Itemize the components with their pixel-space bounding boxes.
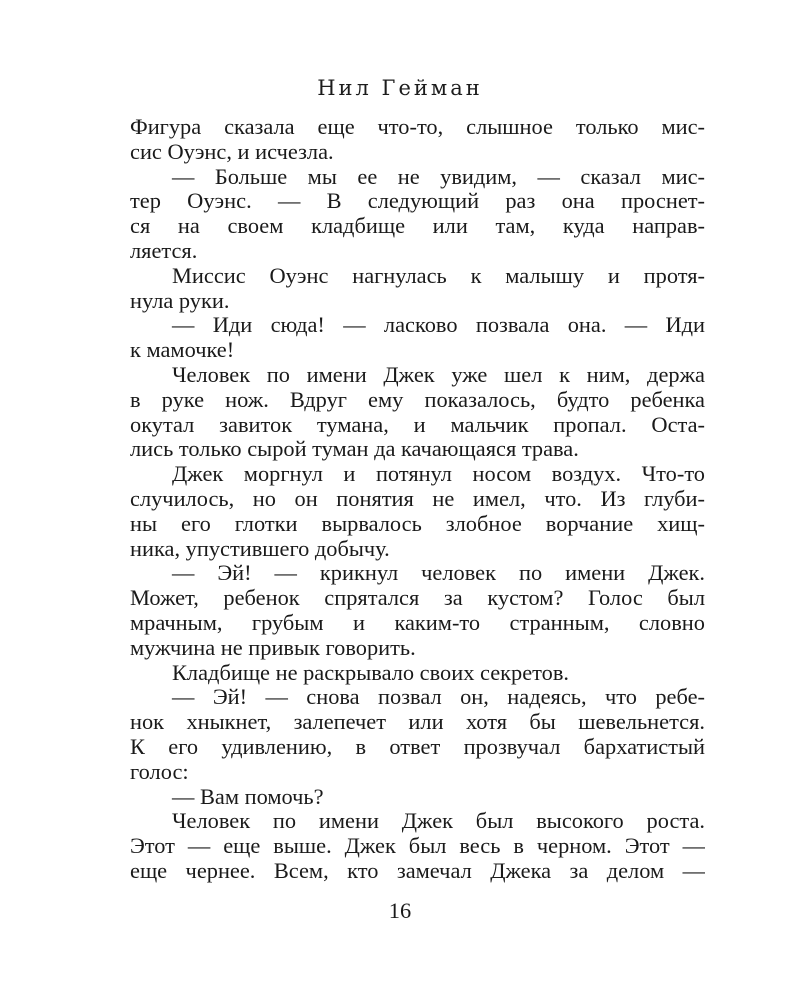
text-line: окутал завиток тумана, и мальчик пропал. Оста- <box>130 412 705 437</box>
text-line: еще чернее. Всем, кто замечал Джека за делом — <box>130 858 705 883</box>
text-line: Фигура сказала еще что-то, слышное только мис- <box>130 115 705 139</box>
text-line: — Эй! — крикнул человек по имени Джек. <box>172 561 705 586</box>
text-line: нок хныкнет, залепечет или хотя бы шевельнется. <box>130 710 705 735</box>
text-line: ны его глотки вырвалось злобное ворчание хищ- <box>130 511 705 536</box>
text-line: Может, ребенок спрятался за кустом? Голос был <box>130 586 705 611</box>
text-line: Кладбище не раскрывало своих секретов. <box>172 660 570 685</box>
text-line: ся на своем кладбище или там, куда направ- <box>130 214 705 239</box>
running-head: Нил Гейман <box>317 76 483 100</box>
text-line: — Вам помочь? <box>172 784 324 809</box>
text-line: случилось, но он понятия не имел, что. Из глуби- <box>130 486 705 511</box>
text-line: сис Оуэнс, и исчезла. <box>130 139 334 164</box>
text-line: в руке нож. Вдруг ему показалось, будто ребенка <box>130 387 705 412</box>
text-line: лись только сырой туман да качающаяся трава. <box>130 437 579 462</box>
page-number: 16 <box>388 898 412 923</box>
text-line: Этот — еще выше. Джек был весь в черном. Этот — <box>130 834 705 859</box>
text-line: — Эй! — снова позвал он, надеясь, что ребе- <box>172 685 705 710</box>
text-line: к мамочке! <box>130 338 235 363</box>
text-line: Миссис Оуэнс нагнулась к малышу и протя- <box>172 263 705 288</box>
text-line: нула руки. <box>130 288 230 313</box>
body-text <box>130 115 705 884</box>
text-line: голос: <box>130 759 189 784</box>
text-line: тер Оуэнс. — В следующий раз она проснет- <box>130 189 705 214</box>
text-line: Человек по имени Джек уже шел к ним, держа <box>172 362 705 387</box>
text-line: мужчина не привык говорить. <box>130 635 416 660</box>
text-line: — Больше мы ее не увидим, — сказал мис- <box>172 164 705 189</box>
text-line: К его удивлению, в ответ прозвучал бархатистый <box>130 734 705 759</box>
text-line: ника, упустившего добычу. <box>130 536 390 561</box>
text-line: Джек моргнул и потянул носом воздух. Что-то <box>172 462 705 487</box>
text-line: — Иди сюда! — ласково позвала она. — Иди <box>172 313 705 338</box>
text-line: мрачным, грубым и каким-то странным, словно <box>130 610 705 635</box>
text-line: Человек по имени Джек был высокого роста. <box>172 809 705 834</box>
text-line: ляется. <box>130 238 198 263</box>
